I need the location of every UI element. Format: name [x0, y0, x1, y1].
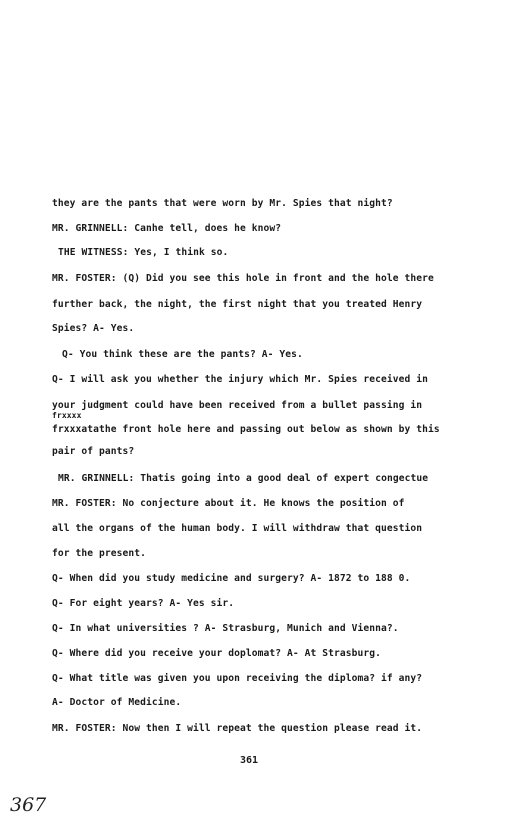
transcript-line: frxxxatathe front hole here and passing out below as shown by this — [52, 424, 440, 435]
transcript-line: Spies? A- Yes. — [52, 323, 135, 334]
transcript-line: MR. FOSTER: (Q) Did you see this hole in front and the hole there — [52, 273, 434, 284]
transcript-line: Q- Where did you receive your doplomat? A- At Strasburg. — [52, 648, 382, 659]
transcript-line: Q- What title was given you upon receiving the diploma? if any? — [52, 673, 423, 684]
transcript-line: all the organs of the human body. I will withdraw that question — [52, 523, 423, 534]
transcript-line: MR. FOSTER: Now then I will repeat the question please read it. — [52, 723, 423, 734]
transcript-line-struck: frxxxx — [52, 411, 82, 420]
handwritten-page-number: 367 — [10, 794, 47, 816]
transcript-line: Q- When did you study medicine and surgery? A- 1872 to 188 0. — [52, 573, 411, 584]
transcript-line: Q- I will ask you whether the injury which Mr. Spies received in — [52, 374, 429, 385]
transcript-line: for the present. — [52, 548, 147, 559]
transcript-line: THE WITNESS: Yes, I think so. — [58, 247, 229, 258]
transcript-line: Q- In what universities ? A- Strasburg, Munich and Vienna?. — [52, 623, 399, 634]
transcript-line: A- Doctor of Medicine. — [52, 697, 182, 708]
transcript-line: MR. GRINNELL: Canhe tell, does he know? — [52, 223, 282, 234]
transcript-line: your judgment could have been received from a bullet passing in — [52, 400, 423, 411]
transcript-line: further back, the night, the first night that you treated Henry — [52, 299, 423, 310]
transcript-line: Q- You think these are the pants? A- Yes. — [62, 349, 303, 360]
transcript-line: they are the pants that were worn by Mr. Spies that night? — [52, 198, 393, 209]
transcript-line: MR. GRINNELL: Thatis going into a good deal of expert congectue — [58, 473, 429, 484]
transcript-line: Q- For eight years? A- Yes sir. — [52, 598, 235, 609]
transcript-line: MR. FOSTER: No conjecture about it. He knows the position of — [52, 498, 405, 509]
page-number: 361 — [240, 755, 259, 766]
transcript-line: pair of pants? — [52, 446, 135, 457]
